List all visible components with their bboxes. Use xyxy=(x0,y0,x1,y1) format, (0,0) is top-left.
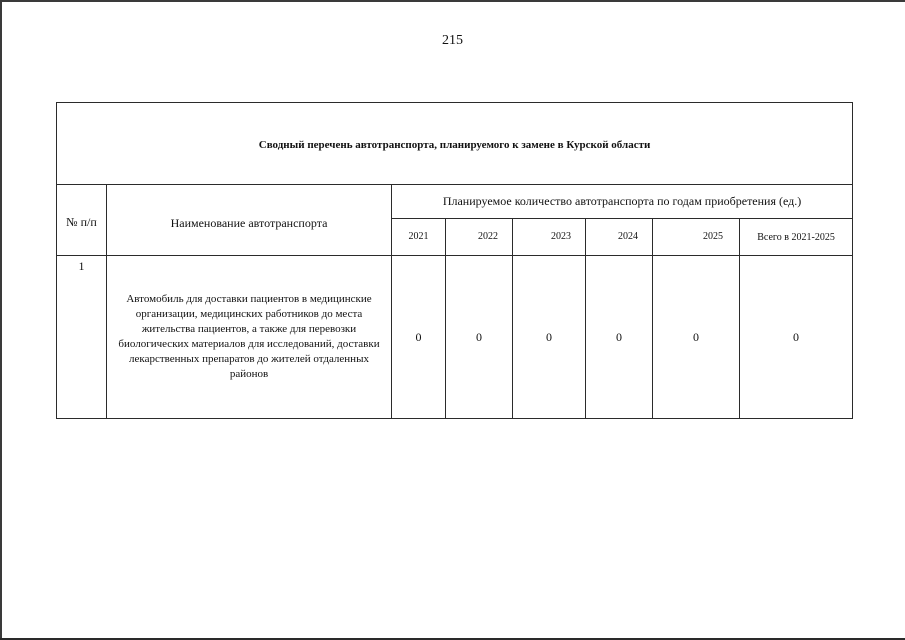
header-year-2025: 2025 xyxy=(653,219,740,256)
header-year-2024: 2024 xyxy=(586,219,653,256)
page-edge-left xyxy=(0,0,2,640)
header-name: Наименование автотранспорта xyxy=(107,185,392,256)
header-total: Всего в 2021-2025 xyxy=(740,219,853,256)
row-number: 1 xyxy=(57,256,107,419)
row-value-total: 0 xyxy=(740,256,853,419)
row-value-2023: 0 xyxy=(513,256,586,419)
header-year-2023: 2023 xyxy=(513,219,586,256)
row-value-2022: 0 xyxy=(446,256,513,419)
header-year-2022: 2022 xyxy=(446,219,513,256)
page-edge-top xyxy=(0,0,905,2)
row-value-2024: 0 xyxy=(586,256,653,419)
page-number: 215 xyxy=(442,33,463,48)
header-planned-quantity: Планируемое количество автотранспорта по годам приобретения (ед.) xyxy=(392,185,853,219)
vehicle-replacement-table xyxy=(56,102,853,419)
row-value-2021: 0 xyxy=(392,256,446,419)
row-vehicle-name: Автомобиль для доставки пациентов в медицинские организации, медицинских работников до места жительства пациентов, а также для перевозки биологических материалов для исследований, доставки лекарственных препаратов до жителей отдаленных районов xyxy=(107,256,392,419)
table-title: Сводный перечень автотранспорта, планируемого к замене в Курской области xyxy=(57,103,853,185)
header-year-2021: 2021 xyxy=(392,219,446,256)
row-value-2025: 0 xyxy=(653,256,740,419)
table-row xyxy=(57,256,853,419)
header-number: № п/п xyxy=(57,185,107,256)
table-title-row xyxy=(57,103,853,185)
header-row-1 xyxy=(57,185,853,219)
